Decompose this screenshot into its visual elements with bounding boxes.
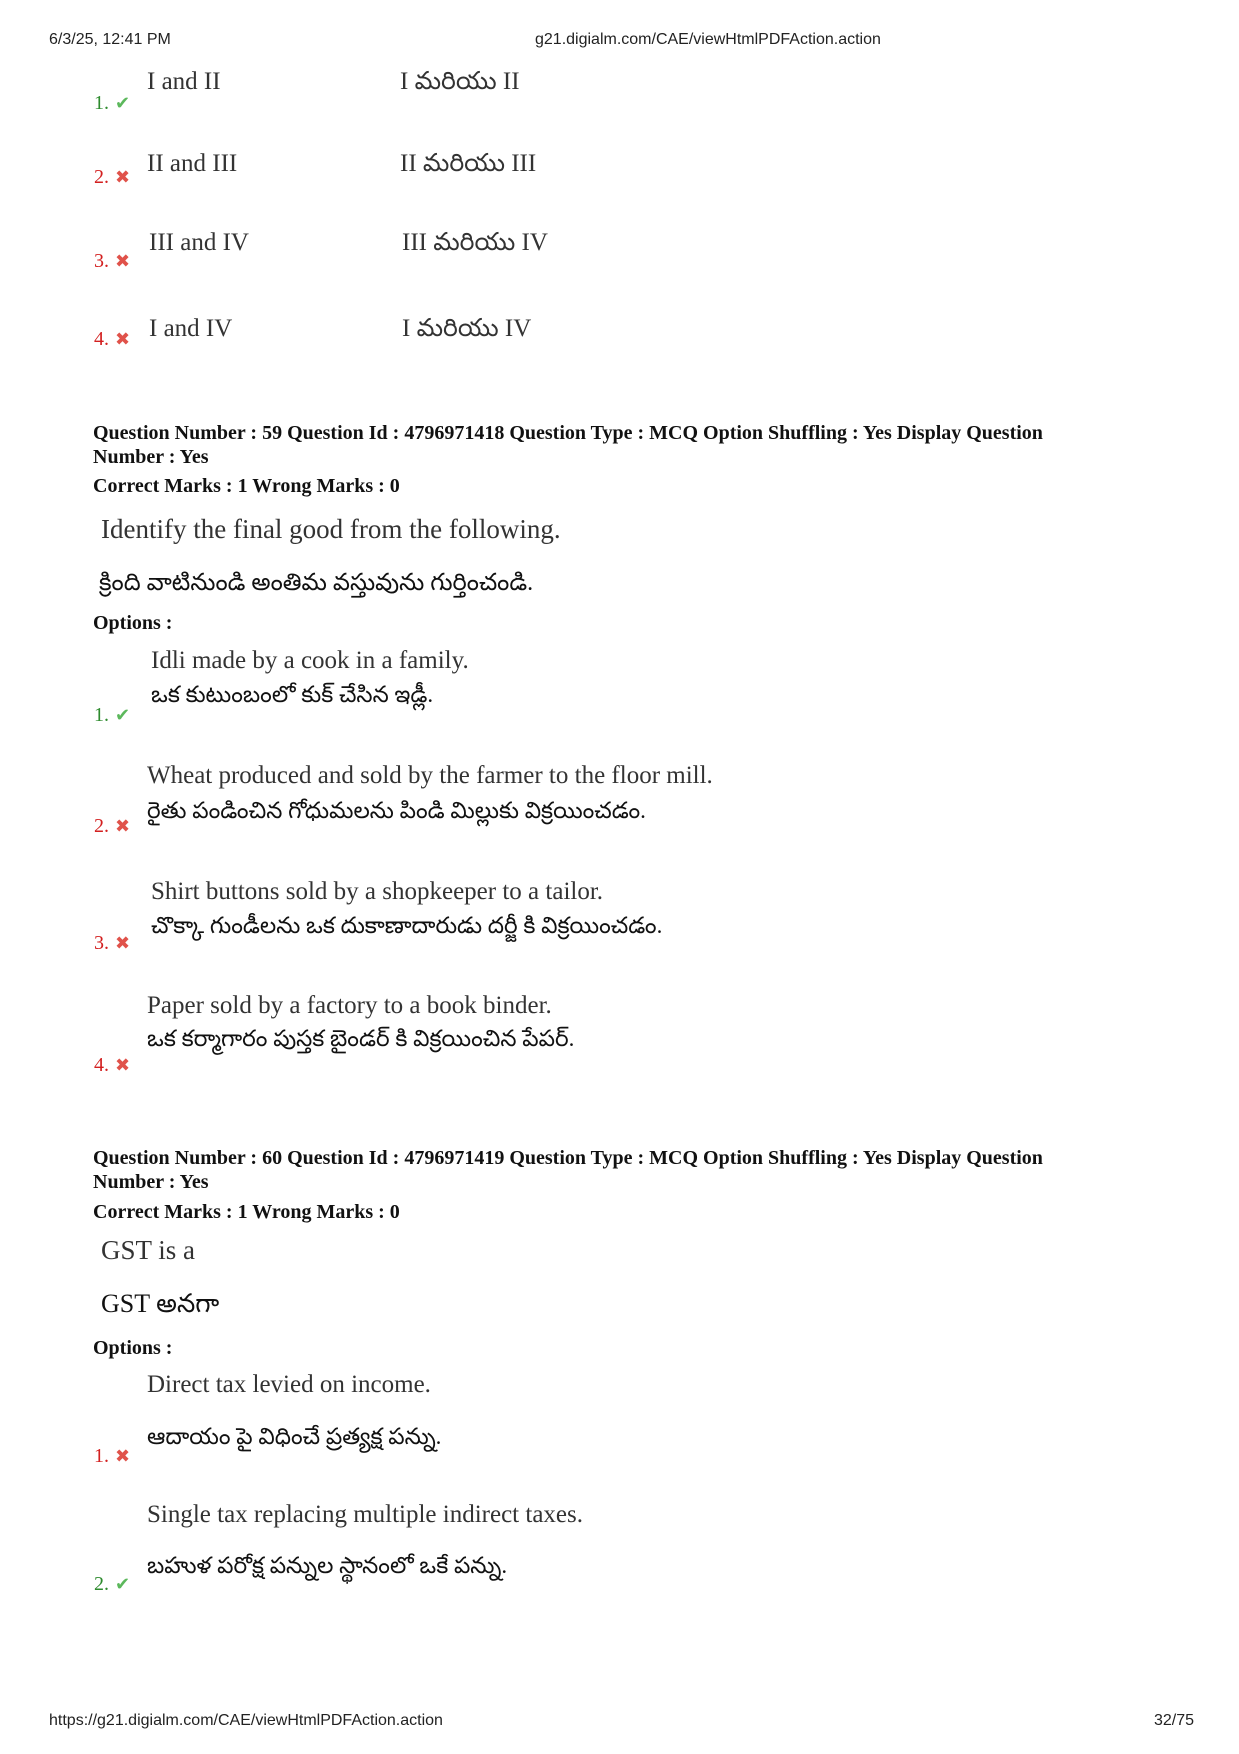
cross-icon: ✖ <box>115 1446 131 1466</box>
option-text-en: Single tax replacing multiple indirect taxes. <box>147 1501 583 1528</box>
option-text-en: Idli made by a cook in a family. <box>151 647 469 674</box>
cross-icon: ✖ <box>115 251 131 271</box>
question-text-te: GST అనగా <box>101 1289 220 1318</box>
option-text-en: Wheat produced and sold by the farmer to the floor mill. <box>147 762 713 789</box>
print-url: g21.digialm.com/CAE/viewHtmlPDFAction.action <box>535 31 881 48</box>
option-number: 1. ✔ <box>94 704 131 726</box>
page-number: 32/75 <box>1153 1712 1194 1729</box>
option-number: 1. ✖ <box>94 1445 131 1467</box>
option-number: 2. ✔ <box>94 1573 131 1595</box>
question-meta-cont: Number : Yes <box>93 446 209 468</box>
option-number: 3. ✖ <box>94 932 131 954</box>
option-number: 2. ✖ <box>94 815 131 837</box>
question-meta: Question Number : 60 Question Id : 4796971419 Question Type : MCQ Option Shuffling : Yes Display Question <box>93 1147 1043 1169</box>
cross-icon: ✖ <box>115 933 131 953</box>
option-text-en: I and II <box>147 68 221 95</box>
option-text-en: Paper sold by a factory to a book binder. <box>147 992 552 1019</box>
question-text-te: క్రింది వాటినుండి అంతిమ వస్తువును గుర్తించండి. <box>99 570 534 596</box>
options-label: Options : <box>93 1337 173 1359</box>
question-meta: Question Number : 59 Question Id : 4796971418 Question Type : MCQ Option Shuffling : Yes Display Question <box>93 422 1043 444</box>
question-marks: Correct Marks : 1 Wrong Marks : 0 <box>93 1201 400 1223</box>
option-text-te: ఒక కర్మాగారం పుస్తక బైండర్ కి విక్రయించిన పేపర్. <box>147 1026 575 1051</box>
question-text-en: Identify the final good from the following. <box>101 514 561 544</box>
option-text-te: ఒక కుటుంబంలో కుక్ చేసిన ఇడ్లీ. <box>151 682 434 707</box>
option-text-te: I మరియు IV <box>402 315 532 342</box>
option-number: 2. ✖ <box>94 166 131 188</box>
option-text-te: చొక్కా గుండీలను ఒక దుకాణాదారుడు దర్జీ కి విక్రయించడం. <box>151 913 663 938</box>
option-text-en: II and III <box>147 150 238 177</box>
option-text-te: III మరియు IV <box>402 229 548 256</box>
cross-icon: ✖ <box>115 816 131 836</box>
option-text-te: రైతు పండించిన గోధుమలను పిండి మిల్లుకు విక్రయించడం. <box>147 798 646 823</box>
option-number: 4. ✖ <box>94 1054 131 1076</box>
option-text-te: ఆదాయం పై విధించే ప్రత్యక్ష పన్ను. <box>147 1424 442 1449</box>
option-number: 4. ✖ <box>94 328 131 350</box>
print-datetime: 6/3/25, 12:41 PM <box>49 31 171 48</box>
footer-url: https://g21.digialm.com/CAE/viewHtmlPDFAction.action <box>49 1712 443 1729</box>
option-text-te: II మరియు III <box>400 150 537 177</box>
cross-icon: ✖ <box>115 167 131 187</box>
cross-icon: ✖ <box>115 329 131 349</box>
options-label: Options : <box>93 612 173 634</box>
check-icon: ✔ <box>115 93 131 113</box>
option-text-te: బహుళ పరోక్ష పన్నుల స్థానంలో ఒకే పన్ను. <box>147 1553 508 1578</box>
question-meta-cont: Number : Yes <box>93 1171 209 1193</box>
question-marks: Correct Marks : 1 Wrong Marks : 0 <box>93 475 400 497</box>
question-text-en: GST is a <box>101 1235 196 1265</box>
option-number: 3. ✖ <box>94 250 131 272</box>
check-icon: ✔ <box>115 1574 131 1594</box>
option-text-en: I and IV <box>149 315 233 342</box>
option-text-en: Direct tax levied on income. <box>147 1371 431 1398</box>
check-icon: ✔ <box>115 705 131 725</box>
option-number: 1. ✔ <box>94 92 131 114</box>
option-text-te: I మరియు II <box>400 68 520 95</box>
cross-icon: ✖ <box>115 1055 131 1075</box>
option-text-en: III and IV <box>149 229 249 256</box>
option-text-en: Shirt buttons sold by a shopkeeper to a tailor. <box>151 878 604 905</box>
